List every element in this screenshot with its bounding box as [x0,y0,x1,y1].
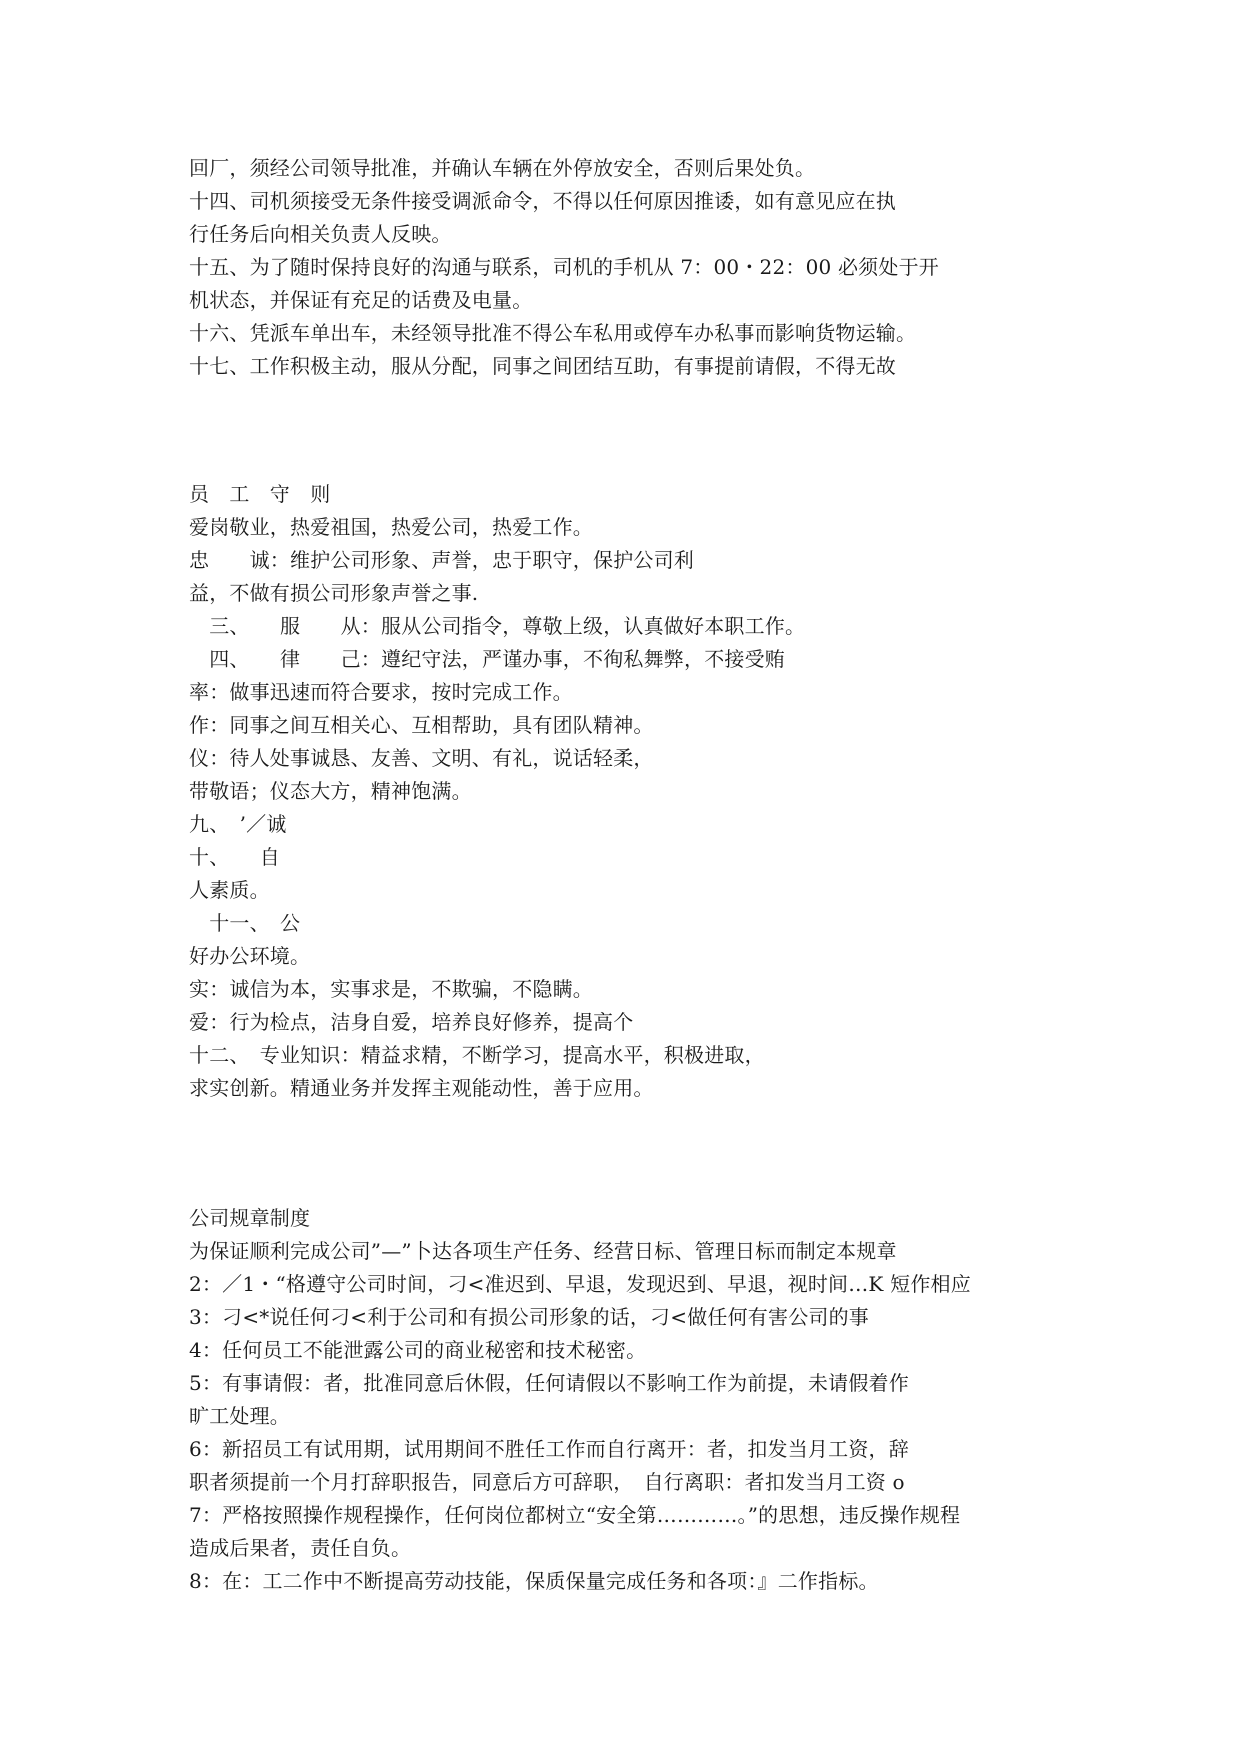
text-line: 公司规章制度 [189,1206,311,1230]
text-line: 4：任何员工不能泄露公司的商业秘密和技术秘密。 [189,1338,647,1362]
text-line: 3：刁<*说任何刁<利于公司和有损公司形象的话，刁<做任何有害公司的事 [189,1305,869,1329]
text-line: 7：严格按照操作规程操作，任何岗位都树立“安全第…………。”的思想，违反操作规程 [189,1503,961,1527]
text-line: 带敬语；仪态大方，精神饱满。 [189,779,472,803]
text-line: 职者须提前一个月打辞职报告，同意后方可辞职， 自行离职：者扣发当月工资 o [189,1470,905,1494]
text-line: 三、 服 从：服从公司指令，尊敬上级，认真做好本职工作。 [189,614,806,638]
text-line: 求实创新。精通业务并发挥主观能动性，善于应用。 [189,1076,654,1100]
text-line: 益，不做有损公司形象声誉之事. [189,581,479,605]
text-line: 6：新招员工有试用期，试用期间不胜任工作而自行离开：者，扣发当月工资，辞 [189,1437,909,1461]
text-line: 行任务后向相关负责人反映。 [189,222,452,246]
text-line: 十一、 公 [189,911,301,935]
text-line: 作：同事之间互相关心、互相帮助，具有团队精神。 [189,713,654,737]
text-line: 十六、凭派车单出车，未经领导批准不得公车私用或停车办私事而影响货物运输。 [189,321,917,345]
employee-code-section [189,478,1089,1105]
text-line: 率：做事迅速而符合要求，按时完成工作。 [189,680,573,704]
text-line: 5：有事请假：者，批准同意后休假，任何请假以不影响工作为前提，未请假着作 [189,1371,909,1395]
text-line: 为保证顺利完成公司”—”卜达各项生产任务、经营日标、管理日标而制定本规章 [189,1239,897,1263]
text-line: 造成后果者，责任自负。 [189,1536,412,1560]
text-line: 爱岗敬业，热爱祖国，热爱公司，热爱工作。 [189,515,593,539]
company-regulations-section [189,1202,1089,1598]
text-line: 员 工 守 则 [189,482,331,506]
text-line: 实：诚信为本，实事求是，不欺骗，不隐瞒。 [189,977,593,1001]
text-line: 机状态，并保证有充足的话费及电量。 [189,288,533,312]
vehicle-rules-section [189,152,1089,383]
text-line: 仪：待人处事诚恳、友善、文明、有礼，说话轻柔， [189,746,654,770]
text-line: 2：／1・“格遵守公司时间，刁<准迟到、早退，发现迟到、早退，视时间…K 短作相应 [189,1272,971,1296]
text-line: 十二、 专业知识：精益求精，不断学习，提高水平，积极进取， [189,1043,765,1067]
text-line: 十五、为了随时保持良好的沟通与联系，司机的手机从 7：00・22：00 必须处于开 [189,255,939,279]
text-line: 十四、司机须接受无条件接受调派命令，不得以任何原因推诿，如有意见应在执 [189,189,896,213]
text-line: 四、 律 己：遵纪守法，严谨办事，不徇私舞弊，不接受贿 [189,647,785,671]
text-line: 8：在：工二作中不断提高劳动技能，保质保量完成任务和各项：』二作指标。 [189,1569,879,1593]
text-line: 忠 诚：维护公司形象、声誉，忠于职守，保护公司利 [189,548,694,572]
text-line: 好办公环境。 [189,944,311,968]
text-line: 爱：行为检点，洁身自爱，培养良好修养，提高个 [189,1010,634,1034]
text-line: 旷工处理。 [189,1404,290,1428]
text-line: 十、 自 [189,845,280,869]
text-line: 人素质。 [189,878,270,902]
text-line: 十七、工作积极主动，服从分配，同事之间团结互助，有事提前请假，不得无故 [189,354,896,378]
text-line: 回厂，须经公司领导批准，并确认车辆在外停放安全，否则后果处负。 [189,156,816,180]
text-line: 九、 ’／诚 [189,812,287,836]
